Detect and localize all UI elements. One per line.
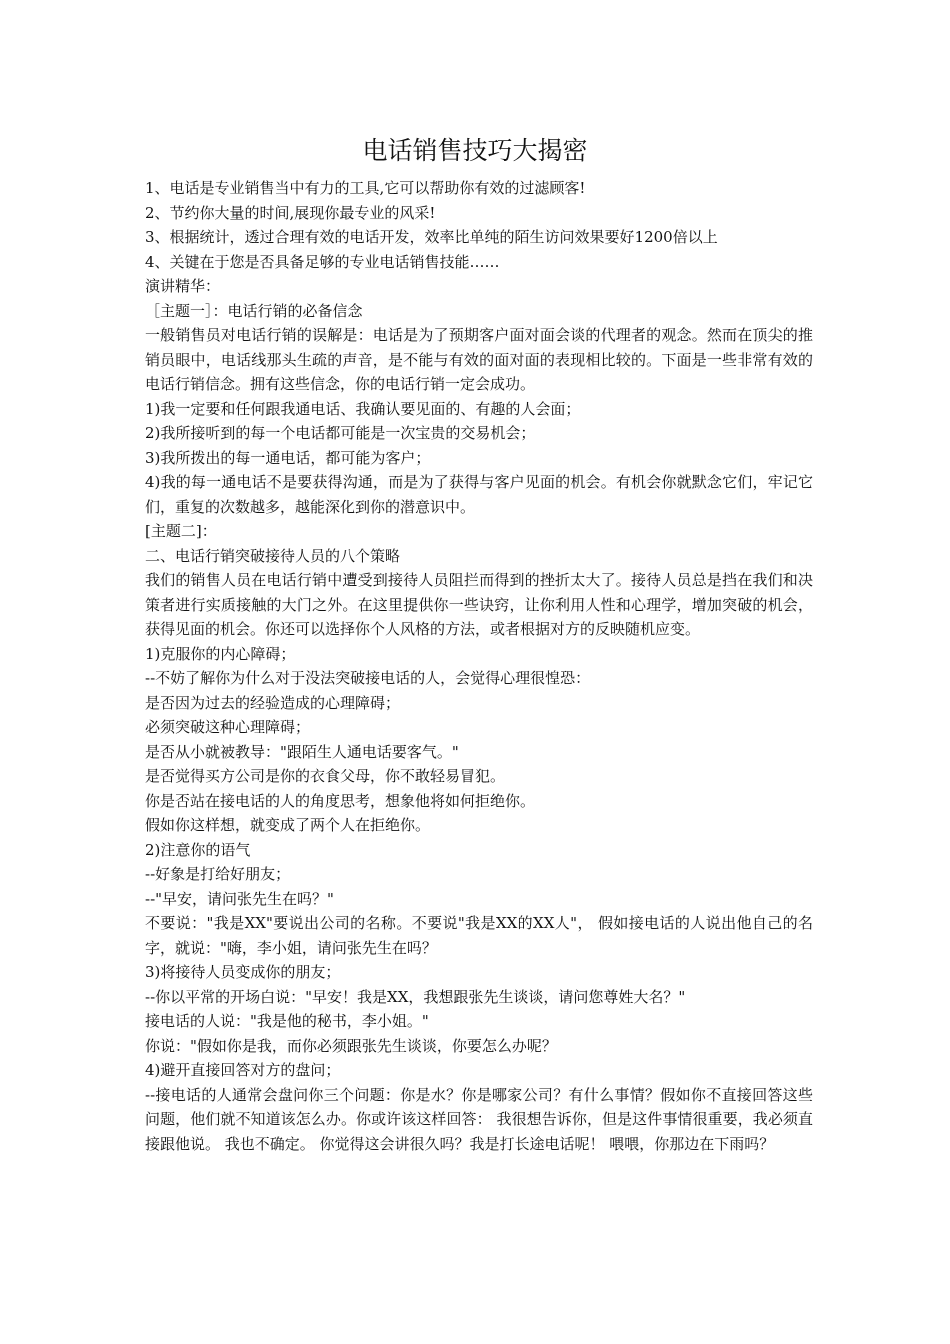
paragraph: 二、电话行销突破接待人员的八个策略 — [145, 546, 401, 565]
paragraph: --不妨了解你为什么对于没法突破接电话的人，会觉得心理很惶恐： — [145, 669, 591, 687]
paragraph: --接电话的人通常会盘问你三个问题：你是水？你是哪家公司？有什么事情？假如你不直接回答这些问题，他们就不知道该怎么办。你或许该这样回答： 我很想告诉你，但是这件事情很重要，我必须直接跟他说。 我也不确定。 你觉得这会讲很久吗？我是打长途电话呢！ 喂喂，你那边在下雨吗？ — [145, 1085, 813, 1153]
paragraph: 我们的销售人员在电话行销中遭受到接待人员阻拦而得到的挫折太大了。接待人员总是挡在我们和决策者进行实质接触的大门之外。在这里提供你一些诀窍，让你利用人性和心理学，增加突破的机会，获得见面的机会。你还可以选择你个人风格的方法，或者根据对方的反映随机应变。 — [145, 571, 813, 638]
paragraph: 是否因为过去的经验造成的心理障碍； — [145, 693, 401, 712]
paragraph: 是否觉得买方公司是你的衣食父母，你不敢轻易冒犯。 — [145, 767, 506, 785]
paragraph: --"早安，请问张先生在吗？" — [145, 889, 334, 908]
paragraph: 1)我一定要和任何跟我通电话、我确认要见面的、有趣的人会面； — [145, 399, 581, 418]
paragraph: 1、电话是专业销售当中有力的工具,它可以帮助你有效的过滤顾客! — [145, 179, 586, 197]
paragraph: 你是否站在接电话的人的角度思考，想象他将如何拒绝你。 — [145, 791, 536, 810]
paragraph: 2)注意你的语气 — [145, 840, 251, 859]
paragraph: 演讲精华： — [145, 277, 221, 295]
paragraph: --好象是打给好朋友； — [145, 865, 291, 883]
paragraph: ［主题一］：电话行销的必备信念 — [145, 301, 363, 320]
paragraph: 3)我所拨出的每一通电话，都可能为客户； — [145, 448, 431, 467]
paragraph: 1)克服你的内心障碍； — [145, 644, 296, 663]
paragraph: 2、节约你大量的时间,展现你最专业的风采! — [145, 203, 436, 222]
paragraph: 接电话的人说："我是他的秘书，李小姐。" — [145, 1012, 429, 1030]
paragraph: 你说："假如你是我，而你必须跟张先生谈谈，你要怎么办呢？ — [145, 1036, 557, 1055]
paragraph: [主题二]： — [145, 522, 217, 540]
document-body — [145, 176, 813, 1156]
paragraph: --你以平常的开场白说："早安！我是XX，我想跟张先生谈谈，请问您尊姓大名？" — [145, 987, 686, 1006]
paragraph: 4、关键在于您是否具备足够的专业电话销售技能…… — [145, 252, 500, 271]
paragraph: 必须突破这种心理障碍； — [145, 718, 311, 736]
paragraph: 3)将接待人员变成你的朋友； — [145, 963, 341, 981]
paragraph: 不要说："我是XX"要说出公司的名称。不要说"我是XX的XX人"， 假如接电话的人说出他自己的名字，就说："嗨，李小姐，请问张先生在吗？ — [145, 914, 813, 957]
paragraph: 3、根据统计，透过合理有效的电话开发，效率比单纯的陌生访问效果要好1200倍以上 — [145, 228, 718, 246]
paragraph: 4)避开直接回答对方的盘问； — [145, 1061, 341, 1079]
paragraph: 2)我所接听到的每一个电话都可能是一次宝贵的交易机会； — [145, 424, 536, 442]
document-title: 电话销售技巧大揭密 — [362, 136, 588, 165]
paragraph: 4)我的每一通电话不是要获得沟通，而是为了获得与客户见面的机会。有机会你就默念它们，牢记它们，重复的次数越多，越能深化到你的潜意识中。 — [145, 473, 813, 516]
paragraph: 一般销售员对电话行销的误解是：电话是为了预期客户面对面会谈的代理者的观念。然而在顶尖的推销员眼中，电话线那头生疏的声音，是不能与有效的面对面的表现相比较的。下面是一些非常有效的电话行销信念。拥有这些信念，你的电话行销一定会成功。 — [145, 326, 813, 393]
paragraph: 是否从小就被教导："跟陌生人通电话要客气。" — [145, 742, 459, 761]
paragraph: 假如你这样想，就变成了两个人在拒绝你。 — [145, 816, 431, 834]
